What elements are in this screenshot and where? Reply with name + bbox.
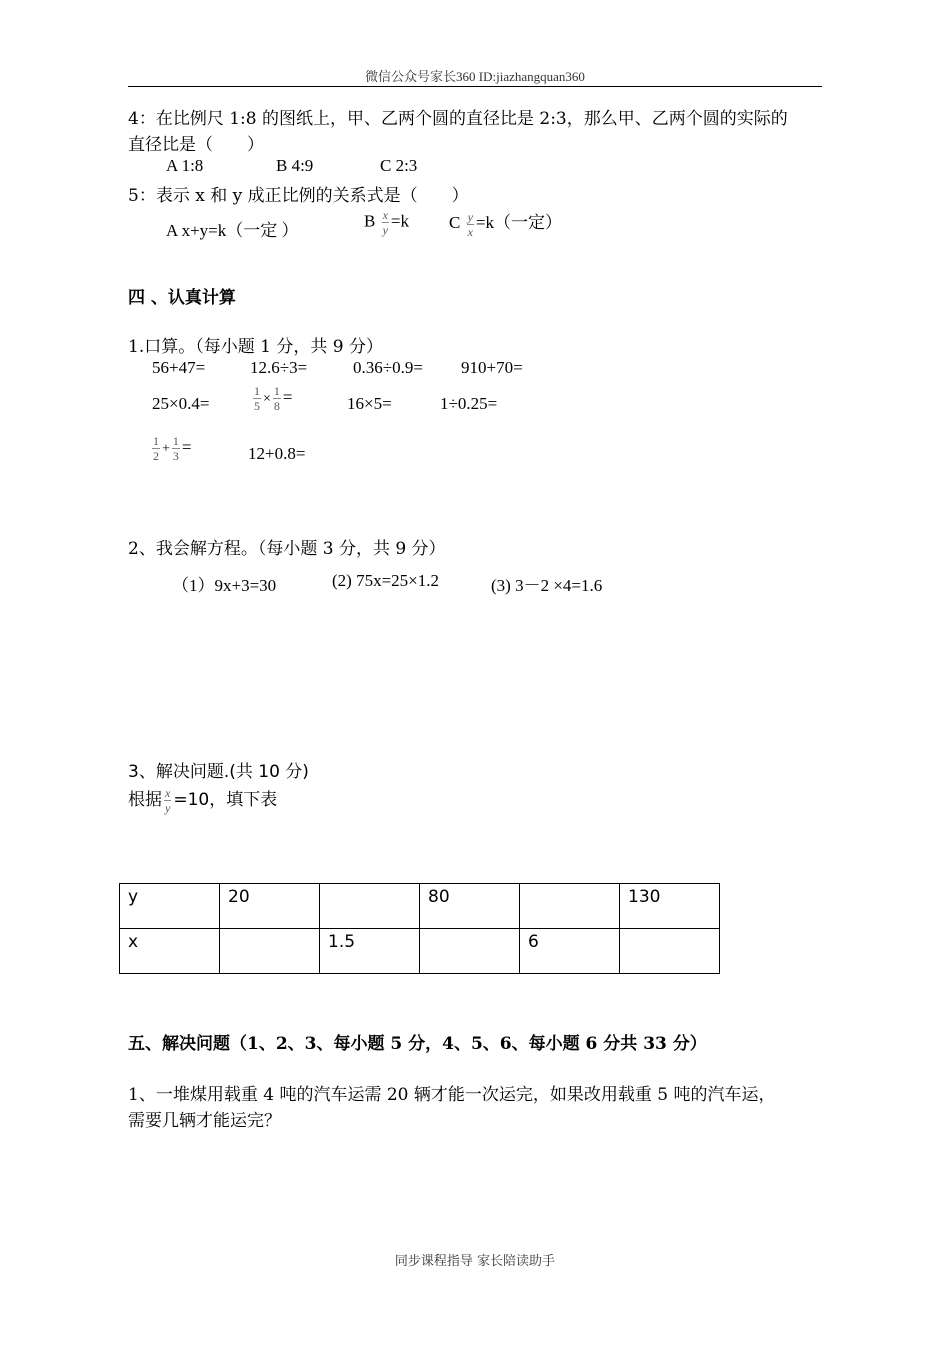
- q4-stem-line1: 4：在比例尺 1:8 的图纸上，甲、乙两个圆的直径比是 2:3，那么甲、乙两个圆的实际的: [128, 109, 788, 129]
- problem-3-instruction-post: =10，填下表: [173, 790, 278, 810]
- fraction-denominator: 3: [172, 449, 179, 463]
- problem-3-instruction-pre: 根据: [128, 790, 162, 810]
- equation-2: (2) 75x=25×1.2: [332, 571, 439, 590]
- q5-option-c-label: C: [449, 213, 461, 232]
- q5-option-b: [364, 208, 409, 237]
- oral-calc-item: 25×0.4=: [152, 394, 210, 413]
- q5-option-c-rest: =k（一定）: [475, 213, 563, 232]
- fraction-numerator: 1: [254, 384, 260, 398]
- fraction-denominator: y: [165, 800, 171, 815]
- oral-calc-title: 1.口算。（每小题 1 分，共 9 分）: [128, 337, 383, 357]
- q5-option-b-fraction: [382, 208, 389, 237]
- oral-calc-item: 56+47=: [152, 358, 206, 377]
- fraction: [152, 434, 160, 463]
- section-5-title: 五、解决问题（1、2、3、每小题 5 分，4、5、6、每小题 6 分共 33 分）: [128, 1034, 707, 1054]
- table-cell: 130: [620, 884, 720, 929]
- q5-option-c: [449, 208, 562, 239]
- table-cell: [420, 929, 520, 974]
- fraction-denominator: 5: [254, 399, 260, 413]
- page-footer: 同步课程指导 家长陪读助手: [394, 1254, 556, 1269]
- q5-stem: 5：表示 x 和 y 成正比例的关系式是（ ）: [128, 186, 469, 206]
- table-cell: 1.5: [320, 929, 420, 974]
- equations-title: 2、我会解方程。（每小题 3 分，共 9 分）: [128, 539, 446, 559]
- q5-option-c-numerator: y: [467, 209, 473, 224]
- q5-option-b-denominator: y: [382, 223, 388, 237]
- q5-option-c-denominator: x: [467, 224, 473, 239]
- table-cell: [320, 884, 420, 929]
- problem-3-title: 3、解决问题.(共 10 分): [128, 762, 309, 782]
- table-cell: y: [120, 884, 220, 929]
- equals-sign: =: [181, 437, 192, 457]
- header-divider: [128, 86, 822, 87]
- section-5-q1-line1: 1、一堆煤用载重 4 吨的汽车运需 20 辆才能一次运完，如果改用载重 5 吨的汽车运，: [128, 1085, 776, 1105]
- table-cell: 20: [220, 884, 320, 929]
- table-cell: [220, 929, 320, 974]
- q5-option-b-numerator: x: [382, 208, 388, 222]
- q5-option-c-fraction: [467, 210, 474, 239]
- fraction-numerator: x: [165, 785, 171, 800]
- table-row: [120, 929, 720, 974]
- oral-calc-fraction-product: [251, 384, 293, 413]
- q5-option-a: A x+y=k（一定 ）: [166, 221, 299, 240]
- oral-calc-item: 16×5=: [347, 394, 392, 413]
- table-cell: 80: [420, 884, 520, 929]
- fraction-denominator: 8: [273, 399, 280, 413]
- q4-option-c: C 2:3: [380, 156, 418, 175]
- equation-3: (3) 3－2 ×4=1.6: [491, 576, 603, 595]
- oral-calc-item: 12+0.8=: [248, 444, 306, 463]
- plus-sign: +: [162, 441, 170, 457]
- table-cell: [520, 884, 620, 929]
- oral-calc-fraction-sum: [150, 434, 192, 463]
- q4-stem-line2: 直径比是（ ）: [128, 135, 264, 155]
- oral-calc-item: 12.6÷3=: [250, 358, 308, 377]
- fraction: [172, 434, 180, 463]
- section-4-title: 四 、认真计算: [128, 288, 236, 308]
- oral-calc-item: 910+70=: [461, 358, 523, 377]
- fraction-denominator: 2: [153, 449, 159, 463]
- times-sign: ×: [263, 391, 271, 407]
- q4-option-a: A 1:8: [166, 156, 204, 175]
- value-table: [119, 883, 720, 974]
- section-5-q1-line2: 需要几辆才能运完？: [128, 1111, 281, 1131]
- table-cell: 6: [520, 929, 620, 974]
- table-cell: [620, 929, 720, 974]
- fraction: [273, 384, 281, 413]
- fraction-numerator: 1: [153, 434, 159, 448]
- q4-option-b: B 4:9: [276, 156, 314, 175]
- problem-3-instruction: [128, 785, 277, 815]
- equation-1: （1）9x+3=30: [172, 576, 277, 595]
- oral-calc-item: 1÷0.25=: [440, 394, 498, 413]
- page-header: 微信公众号家长360 ID:jiazhangquan360: [365, 69, 585, 84]
- table-row: [120, 884, 720, 929]
- oral-calc-item: 0.36÷0.9=: [353, 358, 423, 377]
- fraction: [253, 384, 261, 413]
- q5-option-b-label: B: [364, 211, 376, 231]
- table-cell: x: [120, 929, 220, 974]
- fraction-numerator: 1: [273, 384, 280, 398]
- equals-sign: =: [282, 387, 293, 407]
- problem-3-fraction: [164, 786, 171, 815]
- q5-option-b-rest: =k: [390, 211, 410, 231]
- fraction-numerator: 1: [172, 434, 179, 448]
